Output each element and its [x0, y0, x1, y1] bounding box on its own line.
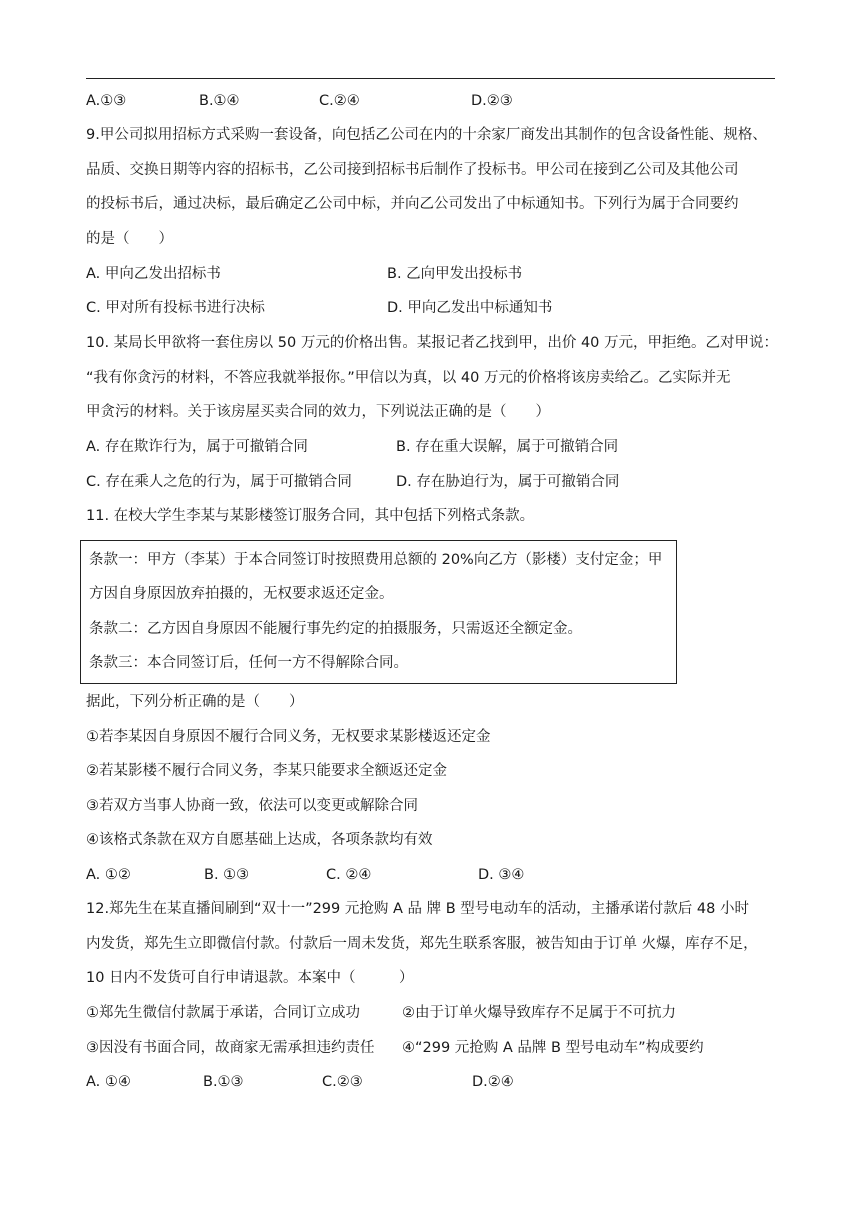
q9-stem-line: 的投标书后，通过决标，最后确定乙公司中标，并向乙公司发出了中标通知书。下列行为属于合同要约 — [86, 196, 739, 212]
q10-stem-line: “我有你贪污的材料，不答应我就举报你。”甲信以为真，以 40 万元的价格将该房卖给乙。乙实际并无 — [86, 370, 731, 386]
q9-stem-line: 品质、交换日期等内容的招标书，乙公司接到招标书后制作了投标书。甲公司在接到乙公司及其他公司 — [86, 162, 739, 178]
q12-option-d: D.②④ — [472, 1074, 514, 1090]
clause-line: 条款一：甲方（李某）于本合同签订时按照费用总额的 20%向乙方（影楼）支付定金；甲 — [89, 552, 663, 568]
q9-option-c: C. 甲对所有投标书进行决标 — [86, 300, 265, 316]
q12-item-4: ④“299 元抢购 A 品牌 B 型号电动车”构成要约 — [402, 1040, 704, 1056]
q11-option-a: A. ①② — [86, 867, 131, 883]
q9-option-a: A. 甲向乙发出招标书 — [86, 266, 221, 282]
q8-option-b: B.①④ — [199, 93, 240, 109]
q11-item-3: ③若双方当事人协商一致，依法可以变更或解除合同 — [86, 798, 418, 814]
q11-option-c: C. ②④ — [326, 867, 372, 883]
q12-item-1: ①郑先生微信付款属于承诺，合同订立成功 — [86, 1005, 360, 1021]
q12-stem-line: 10 日内不发货可自行申请退款。本案中（ ） — [86, 970, 414, 986]
q11-item-4: ④该格式条款在双方自愿基础上达成，各项条款均有效 — [86, 832, 433, 848]
q8-option-d: D.②③ — [471, 93, 513, 109]
clause-line: 方因自身原因放弃拍摄的，无权要求返还定金。 — [89, 586, 394, 602]
q10-stem-line: 10. 某局长甲欲将一套住房以 50 万元的价格出售。某报记者乙找到甲，出价 40 万元，甲拒绝。乙对甲说： — [86, 335, 779, 351]
clause-line: 条款三：本合同签订后，任何一方不得解除合同。 — [89, 655, 408, 671]
q12-stem-line: 内发货，郑先生立即微信付款。付款后一周未发货，郑先生联系客服，被告知由于订单 火爆，库存不足， — [86, 936, 758, 952]
q11-item-2: ②若某影楼不履行合同义务，李某只能要求全额返还定金 — [86, 763, 447, 779]
header-rule — [86, 78, 775, 79]
q9-stem-line: 的是（ ） — [86, 231, 173, 247]
q10-option-a: A. 存在欺诈行为，属于可撤销合同 — [86, 439, 308, 455]
q12-option-a: A. ①④ — [86, 1074, 131, 1090]
q8-option-c: C.②④ — [319, 93, 360, 109]
q11-option-d: D. ③④ — [478, 867, 525, 883]
q12-option-b: B.①③ — [203, 1074, 244, 1090]
q10-option-b: B. 存在重大误解，属于可撤销合同 — [396, 439, 619, 455]
q11-intro: 11. 在校大学生李某与某影楼签订服务合同，其中包括下列格式条款。 — [86, 508, 535, 524]
q9-option-d: D. 甲向乙发出中标通知书 — [387, 300, 553, 316]
q11-item-1: ①若李某因自身原因不履行合同义务，无权要求某影楼返还定金 — [86, 729, 491, 745]
q12-stem-line: 12.郑先生在某直播间刷到“双十一”299 元抢购 A 品 牌 B 型号电动车的活动，主播承诺付款后 48 小时 — [86, 901, 749, 917]
clause-line: 条款二：乙方因自身原因不能履行事先约定的拍摄服务，只需返还全额定金。 — [89, 621, 582, 637]
q12-option-c: C.②③ — [322, 1074, 363, 1090]
q10-option-d: D. 存在胁迫行为，属于可撤销合同 — [396, 474, 620, 490]
q9-option-b: B. 乙向甲发出投标书 — [387, 266, 523, 282]
q11-stem: 据此，下列分析正确的是（ ） — [86, 694, 304, 710]
q12-item-3: ③因没有书面合同，故商家无需承担违约责任 — [86, 1040, 375, 1056]
q10-option-c: C. 存在乘人之危的行为，属于可撤销合同 — [86, 474, 352, 490]
q8-option-a: A.①③ — [86, 93, 127, 109]
q9-stem-line: 9.甲公司拟用招标方式采购一套设备，向包括乙公司在内的十余家厂商发出其制作的包含设备性能、规格、 — [86, 127, 767, 143]
q11-option-b: B. ①③ — [204, 867, 250, 883]
contract-clauses-box — [80, 540, 677, 684]
q10-stem-line: 甲贪污的材料。关于该房屋买卖合同的效力，下列说法正确的是（ ） — [86, 404, 550, 420]
q12-item-2: ②由于订单火爆导致库存不足属于不可抗力 — [402, 1005, 676, 1021]
